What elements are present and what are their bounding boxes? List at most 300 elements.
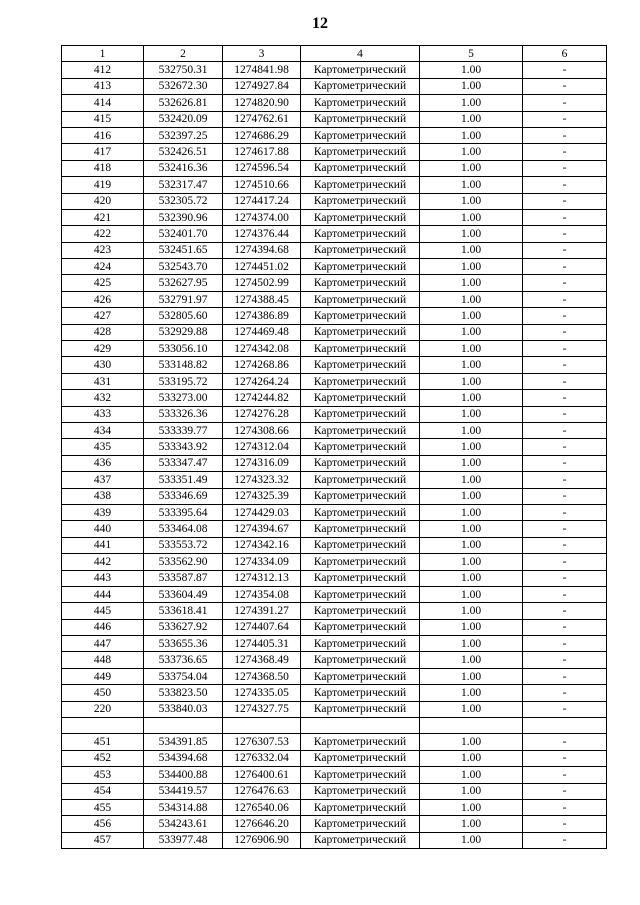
- table-cell: 533840.03: [144, 701, 223, 717]
- table-row: [62, 390, 607, 406]
- table-cell: 1274368.50: [223, 668, 301, 684]
- table-cell: 1.00: [420, 816, 523, 832]
- table-cell: Картометрический: [301, 554, 420, 570]
- table-cell: 1.00: [420, 226, 523, 242]
- table-cell: 532451.65: [144, 242, 223, 258]
- table-cell: 1.00: [420, 472, 523, 488]
- table-cell: 435: [62, 439, 144, 455]
- table-cell: -: [523, 472, 607, 488]
- table-cell: Картометрический: [301, 586, 420, 602]
- table-cell: 1274308.66: [223, 422, 301, 438]
- table-cell: Картометрический: [301, 390, 420, 406]
- table-cell: 1.00: [420, 619, 523, 635]
- table-cell: Картометрический: [301, 455, 420, 471]
- table-cell: Картометрический: [301, 422, 420, 438]
- table-cell: 532929.88: [144, 324, 223, 340]
- column-header: 6: [523, 46, 607, 62]
- table-cell: Картометрический: [301, 259, 420, 275]
- table-cell: 534419.57: [144, 783, 223, 799]
- table-cell: 1.00: [420, 554, 523, 570]
- page-number: 12: [312, 15, 328, 32]
- table-cell: 1274391.27: [223, 603, 301, 619]
- table-cell: 532626.81: [144, 95, 223, 111]
- table-cell: -: [523, 390, 607, 406]
- table-cell: 414: [62, 95, 144, 111]
- table-cell: 1.00: [420, 324, 523, 340]
- table-cell: 1.00: [420, 144, 523, 160]
- table-cell: Картометрический: [301, 636, 420, 652]
- table-cell: 433: [62, 406, 144, 422]
- table-cell: 442: [62, 554, 144, 570]
- table-cell: 1274342.16: [223, 537, 301, 553]
- table-row: [62, 619, 607, 635]
- table-cell: Картометрический: [301, 816, 420, 832]
- table-cell: 1274841.98: [223, 62, 301, 78]
- table-cell: Картометрический: [301, 242, 420, 258]
- table-cell: 532426.51: [144, 144, 223, 160]
- table-cell: 446: [62, 619, 144, 635]
- table-row: [62, 603, 607, 619]
- table-cell: -: [523, 455, 607, 471]
- table-cell: 448: [62, 652, 144, 668]
- table-row: [62, 324, 607, 340]
- table-cell: 533343.92: [144, 439, 223, 455]
- table-cell: Картометрический: [301, 160, 420, 176]
- table-cell: 426: [62, 291, 144, 307]
- table-row: [62, 439, 607, 455]
- table-cell: Картометрический: [301, 62, 420, 78]
- table-cell: 1274417.24: [223, 193, 301, 209]
- table-cell: Картометрический: [301, 226, 420, 242]
- table-cell: 1.00: [420, 422, 523, 438]
- table-cell: 532401.70: [144, 226, 223, 242]
- table-cell: 532627.95: [144, 275, 223, 291]
- table-cell: 1274927.84: [223, 78, 301, 94]
- table-cell: 1.00: [420, 291, 523, 307]
- table-cell: -: [523, 308, 607, 324]
- table-cell: 534394.68: [144, 750, 223, 766]
- table-cell: Картометрический: [301, 439, 420, 455]
- table-cell: 427: [62, 308, 144, 324]
- table-cell: -: [523, 373, 607, 389]
- table-cell: 532416.36: [144, 160, 223, 176]
- table-cell: 532390.96: [144, 209, 223, 225]
- table-cell: 1.00: [420, 652, 523, 668]
- table-cell: Картометрический: [301, 308, 420, 324]
- column-header: 2: [144, 46, 223, 62]
- table-cell: -: [523, 226, 607, 242]
- table-cell: 455: [62, 799, 144, 815]
- table-row: [62, 685, 607, 701]
- table-cell: -: [523, 95, 607, 111]
- table-row: [62, 586, 607, 602]
- table-cell: 1.00: [420, 537, 523, 553]
- table-cell: 1274244.82: [223, 390, 301, 406]
- table-cell: 1276906.90: [223, 832, 301, 848]
- table-cell: Картометрический: [301, 603, 420, 619]
- table-cell: 443: [62, 570, 144, 586]
- table-cell: 1274342.08: [223, 341, 301, 357]
- table-cell: 1.00: [420, 799, 523, 815]
- table-row: [62, 783, 607, 799]
- table-cell: -: [523, 767, 607, 783]
- table-row: [62, 652, 607, 668]
- table-cell: -: [523, 554, 607, 570]
- table-cell: -: [523, 603, 607, 619]
- table-row: [62, 718, 607, 734]
- table-cell: 1274325.39: [223, 488, 301, 504]
- table-cell: 1.00: [420, 160, 523, 176]
- table-cell: 1.00: [420, 390, 523, 406]
- table-cell: 1274264.24: [223, 373, 301, 389]
- table-cell: 1274368.49: [223, 652, 301, 668]
- table-cell: 425: [62, 275, 144, 291]
- table-row: [62, 127, 607, 143]
- table-cell: Картометрический: [301, 127, 420, 143]
- table-row: [62, 259, 607, 275]
- table-cell: 417: [62, 144, 144, 160]
- coordinates-table: [61, 45, 607, 849]
- table-row: [62, 373, 607, 389]
- table-cell: 533056.10: [144, 341, 223, 357]
- table-row: [62, 750, 607, 766]
- table-cell: 1276400.61: [223, 767, 301, 783]
- table-cell: 533148.82: [144, 357, 223, 373]
- table-cell: 437: [62, 472, 144, 488]
- table-cell: 1.00: [420, 504, 523, 520]
- table-cell: 1274335.05: [223, 685, 301, 701]
- table-cell: 532420.09: [144, 111, 223, 127]
- table-cell: 1.00: [420, 734, 523, 750]
- table-row: [62, 799, 607, 815]
- table-cell: Картометрический: [301, 193, 420, 209]
- table-cell: 534391.85: [144, 734, 223, 750]
- table-row: [62, 668, 607, 684]
- table-row: [62, 832, 607, 848]
- table-cell: -: [523, 275, 607, 291]
- table-row: [62, 275, 607, 291]
- table-row: [62, 308, 607, 324]
- column-header: 4: [301, 46, 420, 62]
- table-cell: 1.00: [420, 750, 523, 766]
- table-cell: -: [523, 62, 607, 78]
- table-cell: 533347.47: [144, 455, 223, 471]
- table-cell: 1.00: [420, 406, 523, 422]
- table-cell: 534314.88: [144, 799, 223, 815]
- table-cell: 1.00: [420, 668, 523, 684]
- table-cell: 1.00: [420, 341, 523, 357]
- table-cell: -: [523, 701, 607, 717]
- table-cell: -: [523, 406, 607, 422]
- table-cell: 533754.04: [144, 668, 223, 684]
- table-cell: Картометрический: [301, 783, 420, 799]
- table-cell: 532672.30: [144, 78, 223, 94]
- table-cell: 1.00: [420, 570, 523, 586]
- table-cell: -: [523, 177, 607, 193]
- table-cell: Картометрический: [301, 832, 420, 848]
- table-cell: 533464.08: [144, 521, 223, 537]
- table-row: [62, 636, 607, 652]
- table-cell: Картометрический: [301, 95, 420, 111]
- table-cell: -: [523, 259, 607, 275]
- column-header: 5: [420, 46, 523, 62]
- table-cell: 1274312.04: [223, 439, 301, 455]
- table-cell: -: [523, 111, 607, 127]
- table-cell: 415: [62, 111, 144, 127]
- table-row: [62, 504, 607, 520]
- table-cell: 419: [62, 177, 144, 193]
- table-cell: 416: [62, 127, 144, 143]
- table-cell: 1.00: [420, 636, 523, 652]
- table-row: [62, 111, 607, 127]
- table-row: [62, 488, 607, 504]
- table-cell: [301, 718, 420, 734]
- table-row: [62, 62, 607, 78]
- table-cell: -: [523, 570, 607, 586]
- table-cell: 1274268.86: [223, 357, 301, 373]
- table-row: [62, 472, 607, 488]
- table-cell: 533553.72: [144, 537, 223, 553]
- table-cell: 1.00: [420, 177, 523, 193]
- table-row: [62, 357, 607, 373]
- table-cell: Картометрический: [301, 668, 420, 684]
- table-cell: -: [523, 734, 607, 750]
- table-cell: 1276540.06: [223, 799, 301, 815]
- table-cell: Картометрический: [301, 750, 420, 766]
- table-cell: [420, 718, 523, 734]
- table-cell: Картометрический: [301, 652, 420, 668]
- table-cell: -: [523, 586, 607, 602]
- table-cell: -: [523, 652, 607, 668]
- table-cell: 1.00: [420, 832, 523, 848]
- table-cell: 1274407.64: [223, 619, 301, 635]
- table-header-row: [62, 46, 607, 62]
- table-row: [62, 291, 607, 307]
- table-cell: 423: [62, 242, 144, 258]
- table-cell: 533627.92: [144, 619, 223, 635]
- table-cell: 1.00: [420, 586, 523, 602]
- table-cell: 451: [62, 734, 144, 750]
- table-cell: -: [523, 504, 607, 520]
- table-cell: 441: [62, 537, 144, 553]
- table-cell: 1.00: [420, 767, 523, 783]
- table-cell: 1274316.09: [223, 455, 301, 471]
- table-cell: 1.00: [420, 259, 523, 275]
- table-cell: -: [523, 291, 607, 307]
- table-cell: 1274276.28: [223, 406, 301, 422]
- table-row: [62, 537, 607, 553]
- table-row: [62, 767, 607, 783]
- table-cell: 1274469.48: [223, 324, 301, 340]
- table-cell: Картометрический: [301, 111, 420, 127]
- table-cell: 1274354.08: [223, 586, 301, 602]
- table-row: [62, 226, 607, 242]
- table-cell: -: [523, 242, 607, 258]
- table-cell: 534400.88: [144, 767, 223, 783]
- table-cell: 1274388.45: [223, 291, 301, 307]
- table-cell: -: [523, 832, 607, 848]
- table-cell: -: [523, 668, 607, 684]
- table-cell: 532305.72: [144, 193, 223, 209]
- table-cell: 1274376.44: [223, 226, 301, 242]
- table-row: [62, 455, 607, 471]
- table-row: [62, 177, 607, 193]
- table-cell: 1274502.99: [223, 275, 301, 291]
- table-cell: Картометрический: [301, 504, 420, 520]
- table-cell: -: [523, 619, 607, 635]
- table-cell: Картометрический: [301, 701, 420, 717]
- table-cell: 1274323.32: [223, 472, 301, 488]
- table-row: [62, 95, 607, 111]
- table-row: [62, 701, 607, 717]
- table-cell: -: [523, 537, 607, 553]
- table-cell: 1.00: [420, 111, 523, 127]
- table-cell: -: [523, 521, 607, 537]
- table-cell: 444: [62, 586, 144, 602]
- table-cell: 1274334.09: [223, 554, 301, 570]
- table-cell: 1274405.31: [223, 636, 301, 652]
- table-cell: 418: [62, 160, 144, 176]
- table-cell: 1276646.20: [223, 816, 301, 832]
- table-cell: 533823.50: [144, 685, 223, 701]
- table-cell: 452: [62, 750, 144, 766]
- table-cell: 1274686.29: [223, 127, 301, 143]
- table-cell: 438: [62, 488, 144, 504]
- table-cell: 440: [62, 521, 144, 537]
- table-cell: 532750.31: [144, 62, 223, 78]
- table-row: [62, 570, 607, 586]
- table-cell: Картометрический: [301, 685, 420, 701]
- table-row: [62, 160, 607, 176]
- table-cell: 430: [62, 357, 144, 373]
- table-cell: 424: [62, 259, 144, 275]
- table-cell: 456: [62, 816, 144, 832]
- table-cell: 1274429.03: [223, 504, 301, 520]
- table-cell: 1.00: [420, 62, 523, 78]
- table-row: [62, 209, 607, 225]
- table-cell: 429: [62, 341, 144, 357]
- table-row: [62, 193, 607, 209]
- table-cell: 533562.90: [144, 554, 223, 570]
- table-cell: 412: [62, 62, 144, 78]
- table-cell: 1274394.68: [223, 242, 301, 258]
- table-cell: Картометрический: [301, 373, 420, 389]
- table-cell: 533736.65: [144, 652, 223, 668]
- table-cell: 439: [62, 504, 144, 520]
- table-cell: -: [523, 193, 607, 209]
- table-cell: Картометрический: [301, 472, 420, 488]
- table-cell: 432: [62, 390, 144, 406]
- table-cell: Картометрический: [301, 357, 420, 373]
- table-cell: 1.00: [420, 685, 523, 701]
- table-row: [62, 78, 607, 94]
- table-cell: 1274762.61: [223, 111, 301, 127]
- table-row: [62, 341, 607, 357]
- table-row: [62, 144, 607, 160]
- table-body: [62, 62, 607, 849]
- table-cell: Картометрический: [301, 619, 420, 635]
- table-cell: -: [523, 783, 607, 799]
- table-cell: 454: [62, 783, 144, 799]
- table-cell: 1276332.04: [223, 750, 301, 766]
- table-cell: [62, 718, 144, 734]
- table-cell: -: [523, 439, 607, 455]
- table-cell: -: [523, 160, 607, 176]
- table-cell: 533339.77: [144, 422, 223, 438]
- table-cell: 1.00: [420, 308, 523, 324]
- table-cell: Картометрический: [301, 537, 420, 553]
- table-cell: -: [523, 357, 607, 373]
- table-cell: -: [523, 78, 607, 94]
- table-cell: 1.00: [420, 373, 523, 389]
- table-cell: 1.00: [420, 275, 523, 291]
- table-cell: 1274327.75: [223, 701, 301, 717]
- table-cell: 1.00: [420, 242, 523, 258]
- table-cell: 1274451.02: [223, 259, 301, 275]
- table-cell: Картометрический: [301, 291, 420, 307]
- table-cell: 1.00: [420, 357, 523, 373]
- table-cell: Картометрический: [301, 341, 420, 357]
- table-cell: -: [523, 799, 607, 815]
- table-cell: 1274617.88: [223, 144, 301, 160]
- table-cell: 533604.49: [144, 586, 223, 602]
- table-cell: 1274596.54: [223, 160, 301, 176]
- table-cell: -: [523, 685, 607, 701]
- table-cell: 413: [62, 78, 144, 94]
- table-row: [62, 521, 607, 537]
- table-cell: 422: [62, 226, 144, 242]
- table-cell: 447: [62, 636, 144, 652]
- table-cell: 1.00: [420, 95, 523, 111]
- table-row: [62, 554, 607, 570]
- table-cell: 532543.70: [144, 259, 223, 275]
- table-cell: [523, 718, 607, 734]
- table-cell: -: [523, 750, 607, 766]
- table-cell: 1.00: [420, 783, 523, 799]
- table-cell: 1.00: [420, 193, 523, 209]
- table-cell: 1.00: [420, 78, 523, 94]
- table-cell: [223, 718, 301, 734]
- table-cell: [144, 718, 223, 734]
- table-cell: 449: [62, 668, 144, 684]
- table-cell: 533977.48: [144, 832, 223, 848]
- table-cell: Картометрический: [301, 406, 420, 422]
- table-cell: 450: [62, 685, 144, 701]
- table-cell: 1274386.89: [223, 308, 301, 324]
- table-cell: -: [523, 324, 607, 340]
- table-cell: 1.00: [420, 521, 523, 537]
- column-header: 1: [62, 46, 144, 62]
- table-cell: 420: [62, 193, 144, 209]
- table-cell: -: [523, 144, 607, 160]
- table-cell: Картометрический: [301, 488, 420, 504]
- table-cell: Картометрический: [301, 144, 420, 160]
- table-cell: 421: [62, 209, 144, 225]
- table-cell: -: [523, 127, 607, 143]
- table-cell: 533395.64: [144, 504, 223, 520]
- table-cell: Картометрический: [301, 734, 420, 750]
- table-cell: Картометрический: [301, 78, 420, 94]
- table-cell: Картометрический: [301, 799, 420, 815]
- table-cell: 1.00: [420, 209, 523, 225]
- table-cell: -: [523, 341, 607, 357]
- table-cell: 533273.00: [144, 390, 223, 406]
- table-cell: 1274374.00: [223, 209, 301, 225]
- table-cell: 1274394.67: [223, 521, 301, 537]
- table-cell: 533195.72: [144, 373, 223, 389]
- table-cell: 1.00: [420, 488, 523, 504]
- table-cell: 533587.87: [144, 570, 223, 586]
